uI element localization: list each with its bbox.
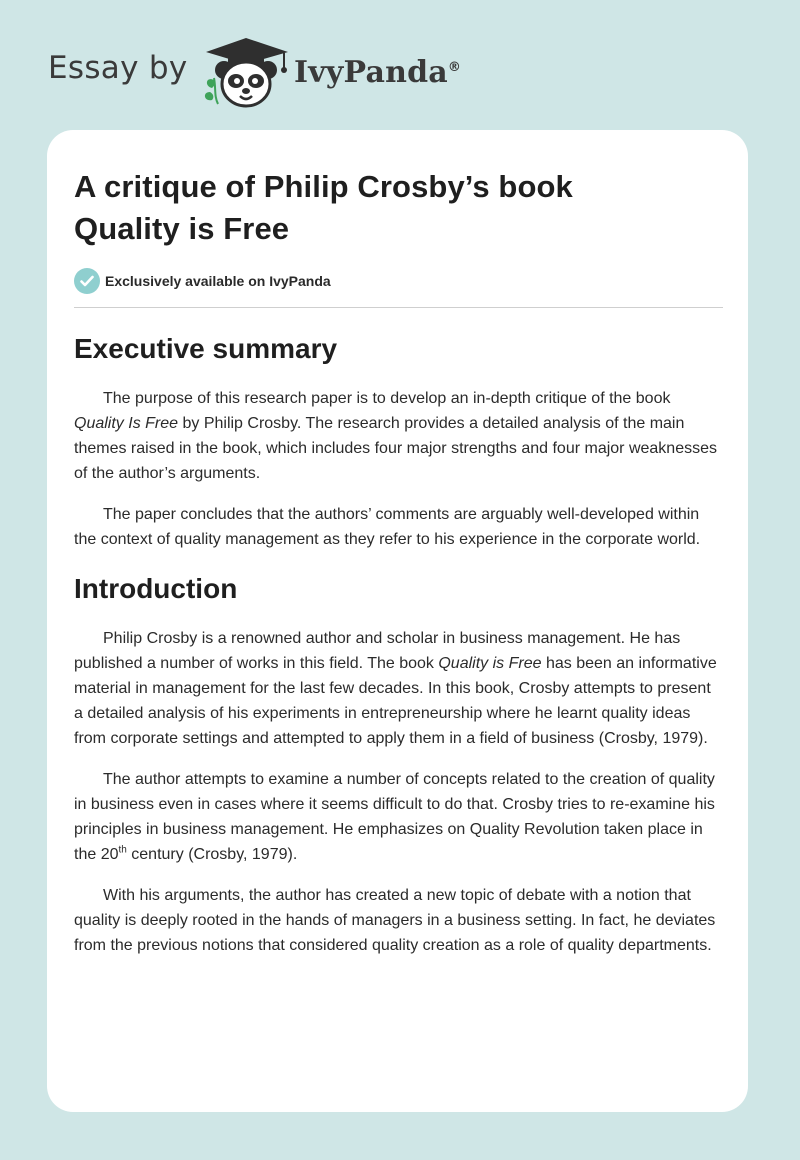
- section-heading-executive-summary: Executive summary: [74, 333, 338, 364]
- paragraph: The purpose of this research paper is to develop an in-depth critique of the book Quality Is Free by Philip Crosby. The research provides a detailed analysis of the main themes raised in the book, which includes four major strengths and four major weaknesses of the author’s arguments.: [74, 390, 717, 482]
- paragraph: The author attempts to examine a number of concepts related to the creation of quality in business even in cases where it seems difficult to do that. Crosby tries to re-examine his principles in business management. He emphasizes on Quality Revolution taken place in the 20th century (Crosby, 1979).: [74, 771, 715, 863]
- book-title: Quality Is Free: [74, 415, 179, 432]
- page-title: [74, 166, 724, 250]
- paragraph: The paper concludes that the authors’ comments are arguably well-developed within the context of quality management as they refer to his experience in the corporate world.: [74, 506, 701, 548]
- paragraph: Philip Crosby is a renowned author and scholar in business management. He has published a number of works in this field. The book Quality is Free has been an informative material in management for the last few decades. In this book, Crosby attempts to present a detailed analysis of his experiments in entrepreneurship where he learnt quality ideas from corporate settings and attempted to apply them in a field of business (Crosby, 1979).: [74, 630, 717, 747]
- title-line-1: A critique of Philip Crosby’s book: [74, 169, 573, 204]
- exclusive-label: Exclusively available on IvyPanda: [105, 273, 331, 289]
- registered-mark: ®: [447, 60, 462, 75]
- essay-card: [47, 130, 748, 1112]
- panda-graduate-logo-icon[interactable]: [200, 34, 292, 110]
- paragraph: With his arguments, the author has created a new topic of debate with a notion that quality is deeply rooted in the hands of managers in a business setting. In fact, he deviates from the previous notions that considered quality creation as a role of quality departments.: [74, 887, 716, 954]
- superscript: th: [118, 844, 127, 856]
- essay-by-label: Essay by: [48, 50, 188, 86]
- divider: [74, 307, 723, 308]
- site-header: [0, 0, 800, 130]
- essay-content: [74, 166, 724, 958]
- exclusive-badge: [74, 267, 724, 295]
- brand-name: IvyPanda: [294, 55, 448, 90]
- brand-logo-text[interactable]: [294, 55, 461, 90]
- book-title: Quality is Free: [438, 655, 542, 672]
- title-line-2: Quality is Free: [74, 211, 290, 246]
- check-circle-icon: [74, 268, 100, 294]
- section-heading-introduction: Introduction: [74, 573, 238, 604]
